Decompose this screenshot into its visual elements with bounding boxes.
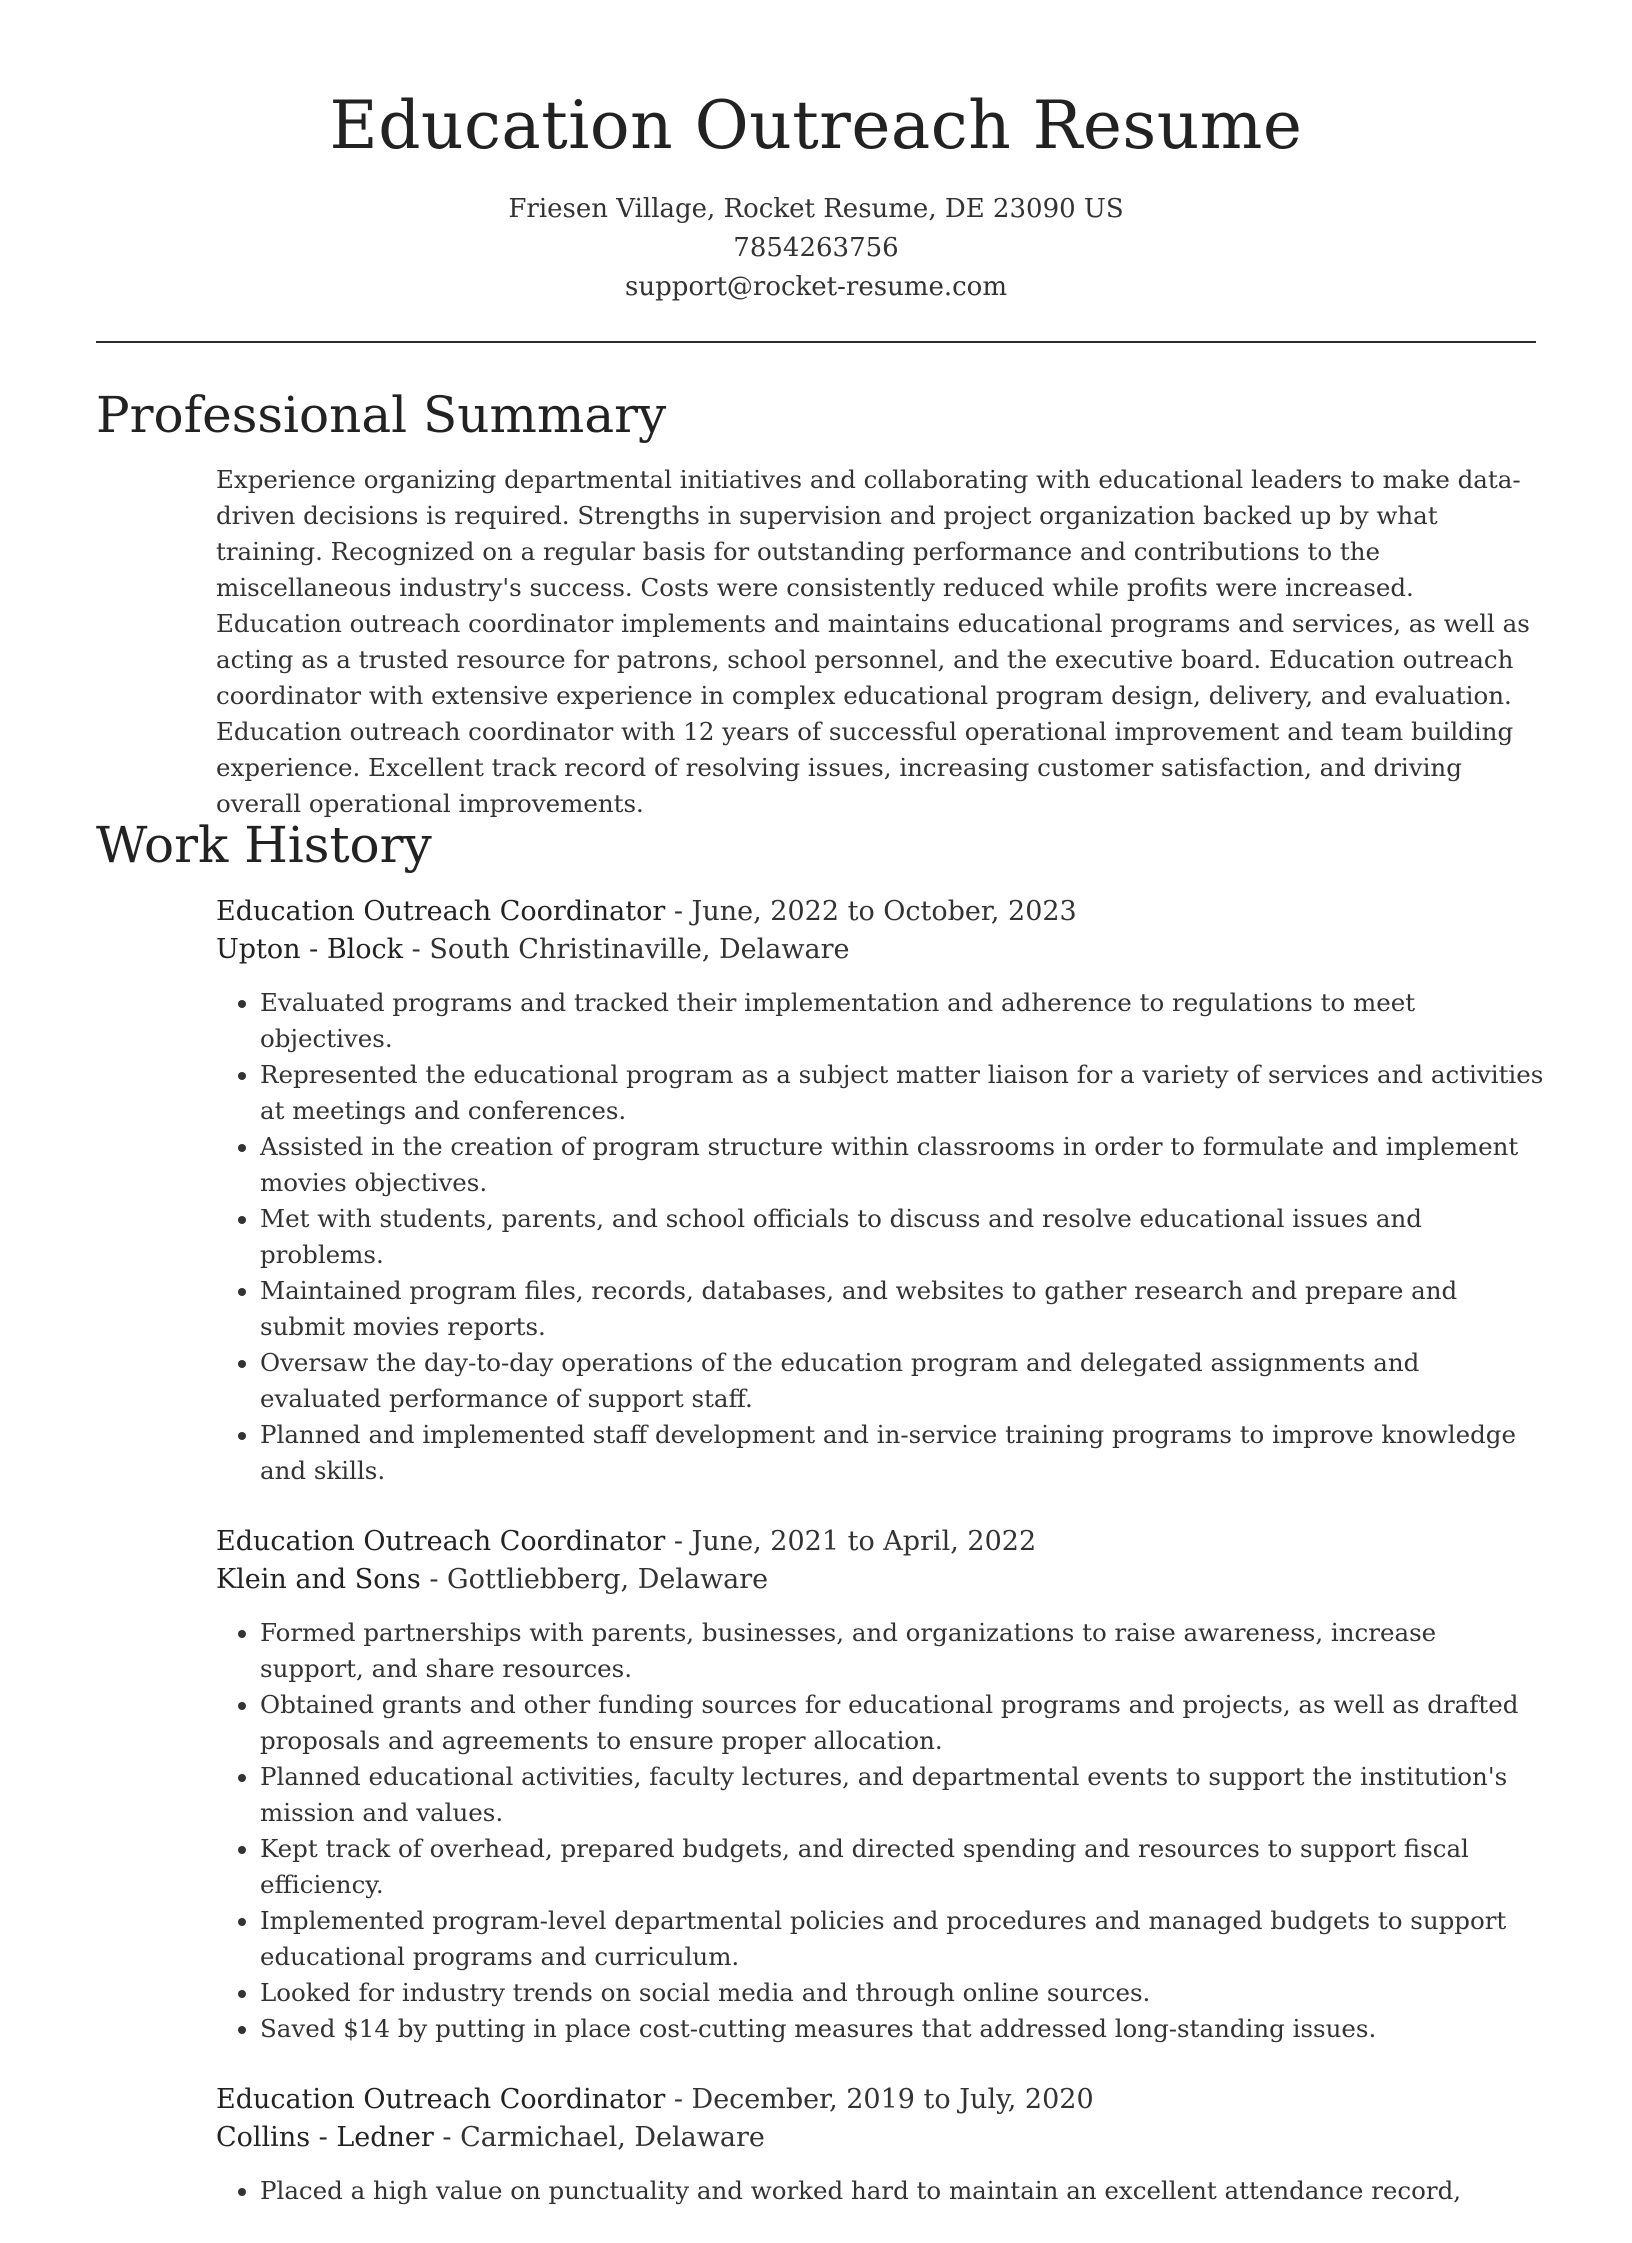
job-bullet: • Planned educational activities, faculty lectures, and departmental events to support the institution's mission and values.: [260, 1759, 1546, 1831]
job-bullets: [216, 1615, 1546, 2047]
job-bullet: • Formed partnerships with parents, businesses, and organizations to raise awareness, increase support, and share resources.: [260, 1615, 1546, 1687]
resume-title: Education Outreach Resume: [329, 87, 1303, 164]
job-company-line: [216, 2119, 1546, 2157]
contact-email: support@rocket-resume.com: [624, 272, 1007, 302]
job-entry: [216, 2081, 1546, 2209]
job-entry: [216, 893, 1546, 1489]
job-bullet: • Represented the educational program as a subject matter liaison for a variety of services and activities at meetings and conferences.: [260, 1057, 1546, 1129]
job-bullet: • Obtained grants and other funding sources for educational programs and projects, as well as drafted proposals and agreements to ensure proper allocation.: [260, 1687, 1546, 1759]
company-location: - Gottliebberg, Delaware: [420, 1564, 769, 1595]
contact-block: [0, 190, 1632, 307]
job-bullets: [216, 985, 1546, 1489]
job-bullet: • Looked for industry trends on social media and through online sources.: [260, 1975, 1546, 2011]
job-title: Education Outreach Coordinator: [216, 2084, 666, 2115]
resume-header: [0, 0, 1632, 307]
company-name: Upton - Block: [216, 934, 404, 965]
contact-phone: 7854263756: [733, 233, 899, 263]
job-bullet: • Assisted in the creation of program structure within classrooms in order to formulate and implement movies objectives.: [260, 1129, 1546, 1201]
summary-text: Experience organizing departmental initiatives and collaborating with educational leaders to make data-driven decisions is required. Strengths in supervision and project organization backed up by what training. Recognized on a regular basis for outstanding performance and contributions to the miscellaneous industry's success. Costs were consistently reduced while profits were increased. Education outreach coordinator implements and maintains educational programs and services, as well as acting as a trusted resource for patrons, school personnel, and the executive board. Education outreach coordinator with extensive experience in complex educational program design, delivery, and evaluation. Education outreach coordinator with 12 years of successful operational improvement and team building experience. Excellent track record of resolving issues, increasing customer satisfaction, and driving overall operational improvements.: [216, 465, 1530, 818]
job-dates: - June, 2021 to April, 2022: [665, 1526, 1037, 1557]
job-bullet: • Implemented program-level departmental policies and procedures and managed budgets to support educational programs and curriculum.: [260, 1903, 1546, 1975]
job-bullet: • Oversaw the day-to-day operations of the education program and delegated assignments and evaluated performance of support staff.: [260, 1345, 1546, 1417]
company-name: Klein and Sons: [216, 1564, 421, 1595]
job-dates: - June, 2022 to October, 2023: [665, 896, 1077, 927]
job-bullet: • Evaluated programs and tracked their implementation and adherence to regulations to meet objectives.: [260, 985, 1546, 1057]
job-heading: [216, 1523, 1546, 1561]
job-heading: [216, 2081, 1546, 2119]
company-location: - Carmichael, Delaware: [433, 2122, 765, 2153]
job-bullets: [216, 2173, 1546, 2209]
company-name: Collins - Ledner: [216, 2122, 434, 2153]
job-bullet: • Met with students, parents, and school officials to discuss and resolve educational issues and problems.: [260, 1201, 1546, 1273]
job-bullet: • Kept track of overhead, prepared budgets, and directed spending and resources to support fiscal efficiency.: [260, 1831, 1546, 1903]
job-title: Education Outreach Coordinator: [216, 1526, 666, 1557]
job-bullet: • Saved $14 by putting in place cost-cutting measures that addressed long-standing issues.: [260, 2011, 1546, 2047]
job-dates: - December, 2019 to July, 2020: [665, 2084, 1094, 2115]
job-bullet: • Planned and implemented staff development and in-service training programs to improve knowledge and skills.: [260, 1417, 1546, 1489]
contact-address: Friesen Village, Rocket Resume, DE 23090 US: [508, 194, 1124, 224]
company-location: - South Christinaville, Delaware: [403, 934, 850, 965]
work-history-list: [216, 893, 1546, 2243]
job-title: Education Outreach Coordinator: [216, 896, 666, 927]
job-company-line: [216, 1561, 1546, 1599]
job-bullet: • Maintained program files, records, databases, and websites to gather research and prepare and submit movies reports.: [260, 1273, 1546, 1345]
job-entry: [216, 1523, 1546, 2047]
summary-heading: Professional Summary: [96, 386, 667, 444]
job-company-line: [216, 931, 1546, 969]
header-divider: [96, 341, 1536, 343]
work-history-heading: Work History: [96, 816, 432, 874]
job-bullet: • Placed a high value on punctuality and worked hard to maintain an excellent attendance record,: [260, 2173, 1546, 2209]
job-heading: [216, 893, 1546, 931]
